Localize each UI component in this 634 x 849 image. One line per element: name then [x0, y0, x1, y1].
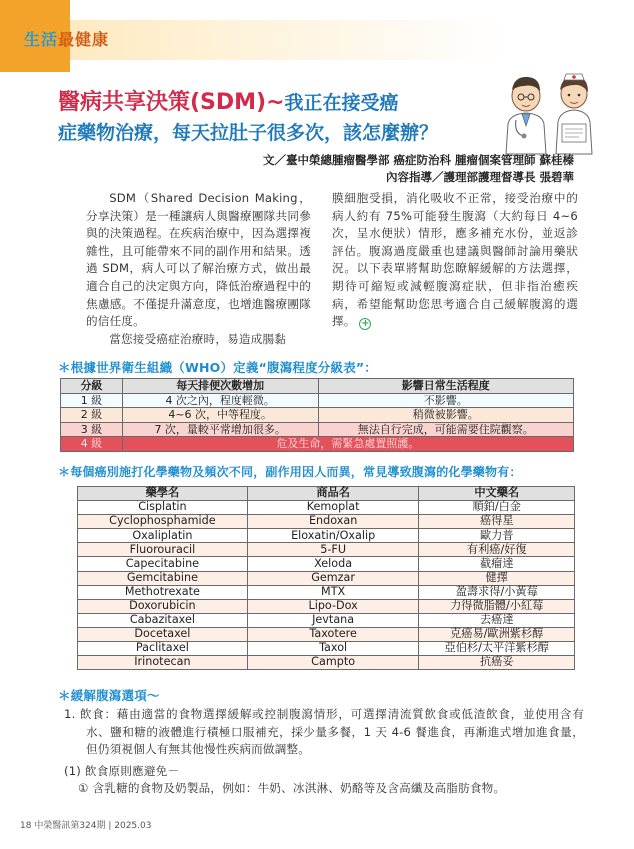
- body-column-right: [332, 190, 578, 331]
- drug-cell: 力得微脂體/小紅莓: [419, 599, 575, 613]
- drug-cell: Cyclophosphamide: [78, 515, 248, 529]
- drug-cell: MTX: [247, 585, 419, 599]
- drug-cell: Oxaliplatin: [78, 529, 248, 543]
- drug-cell: 盈壽求得/小黃莓: [419, 585, 575, 599]
- grade-header-cell: 影響日常生活程度: [318, 379, 574, 394]
- grade-section-heading: ＊根據世界衛生組織（WHO）定義“腹瀉程度分級表”：: [58, 360, 378, 375]
- drug-cell: Irinotecan: [78, 656, 248, 670]
- drug-row: [78, 599, 575, 613]
- options-body: [64, 706, 584, 798]
- grade-cell: 4 級: [61, 437, 123, 452]
- drug-cell: Lipo-Dox: [247, 599, 419, 613]
- doctor-nurse-illustration: [494, 64, 604, 156]
- option-sub-principle: (1) 飲食原則應避免－: [64, 763, 180, 778]
- drug-row: [78, 571, 575, 585]
- headline: [58, 88, 498, 148]
- section-title-prefix: 生活: [24, 30, 59, 49]
- drug-cell: Cisplatin: [78, 501, 248, 515]
- drug-cell: Cabazitaxel: [78, 613, 248, 627]
- drug-cell: 順鉑/白金: [419, 501, 575, 515]
- grade-cell: 危及生命，需緊急處置照護。: [122, 437, 573, 452]
- grade-table: [60, 378, 574, 452]
- drug-cell: Doxorubicin: [78, 599, 248, 613]
- grade-cell: 4~6 次，中等程度。: [122, 408, 318, 423]
- drug-row: [78, 613, 575, 627]
- headline-line-2: 症藥物治療，每天拉肚子很多次，該怎麼辦？: [58, 122, 439, 144]
- grade-cell: 4 次之內，程度輕微。: [122, 393, 318, 408]
- body-paragraph-3: [332, 190, 578, 331]
- grade-header-cell: 每天排便次數增加: [122, 379, 318, 394]
- drug-cell: Campto: [247, 656, 419, 670]
- drug-cell: Gemzar: [247, 571, 419, 585]
- drug-row: [78, 543, 575, 557]
- drug-cell: 癌得星: [419, 515, 575, 529]
- section-title-main: 最健康: [58, 30, 110, 49]
- grade-row: [61, 408, 574, 423]
- drug-cell: 克癌易/歐洲紫杉醇: [419, 627, 575, 641]
- option-sub-avoid: ① 含乳糖的食物及奶製品，例如：牛奶、冰淇淋、奶酪等及含高纖及高脂肪食物。: [78, 781, 506, 796]
- drug-header-cell: 藥學名: [78, 487, 248, 501]
- grade-cell: 不影響。: [318, 393, 574, 408]
- drug-section-heading: ＊每個癌別施打化學藥物及頻次不同，副作用因人而異，常見導致腹瀉的化學藥物有：: [58, 465, 522, 479]
- drug-row: [78, 515, 575, 529]
- drug-cell: Endoxan: [247, 515, 419, 529]
- options-heading: ＊緩解腹瀉選項～: [58, 688, 160, 703]
- grade-cell: 3 級: [61, 422, 123, 437]
- drug-cell: Docetaxel: [78, 627, 248, 641]
- drug-cell: 亞伯杉/太平洋紫杉醇: [419, 642, 575, 656]
- drug-cell: Gemcitabine: [78, 571, 248, 585]
- section-title: [24, 27, 109, 50]
- body-paragraph-3-text: 膜細胞受損，消化吸收不正常，接受治療中的病人約有 75%可能發生腹瀉（大約每日 4~6 次，呈水便狀）情形，應多補充水份，並返診評估。腹瀉過度嚴重也建議與醫師討論用藥狀況。以下表單將幫助您瞭解緩解的方法選擇，期待可縮短或減輕腹瀉症狀，但非指治癒疾病，希望能幫助您思考適合自己緩解腹瀉的選擇。: [332, 191, 578, 329]
- plus-circle-icon: +: [361, 318, 370, 330]
- drug-row: [78, 627, 575, 641]
- drug-cell: Paclitaxel: [78, 642, 248, 656]
- drug-cell: 抗癌妥: [419, 656, 575, 670]
- grade-table-header: [61, 379, 574, 394]
- drug-row: [78, 585, 575, 599]
- grade-cell: 稍微被影響。: [318, 408, 574, 423]
- drug-cell: Fluorouracil: [78, 543, 248, 557]
- grade-header-cell: 分級: [61, 379, 123, 394]
- drug-header-cell: 商品名: [247, 487, 419, 501]
- drug-cell: Methotrexate: [78, 585, 248, 599]
- drug-cell: Taxol: [247, 642, 419, 656]
- drug-table: [77, 486, 575, 670]
- drug-row: [78, 501, 575, 515]
- grade-row: [61, 393, 574, 408]
- drug-header-cell: 中文藥名: [419, 487, 575, 501]
- grade-cell: 7 次，量較平常增加很多。: [122, 422, 318, 437]
- headline-main: 醫病共享決策(SDM)~: [58, 90, 285, 115]
- grade-cell: 無法自行完成，可能需要住院觀察。: [318, 422, 574, 437]
- grade-row: [61, 422, 574, 437]
- drug-cell: Kemoplat: [247, 501, 419, 515]
- drug-cell: 歐力普: [419, 529, 575, 543]
- body-column-left: [86, 190, 311, 348]
- byline-advisor: 內容指導／護理部護理督導長 張碧華: [385, 170, 574, 184]
- drug-cell: 健擇: [419, 571, 575, 585]
- drug-row: [78, 642, 575, 656]
- page-footer: 18 中榮醫訊第324期 | 2025.03: [20, 821, 152, 831]
- drug-cell: 有利癌/好復: [419, 543, 575, 557]
- drug-table-header: [78, 487, 575, 501]
- grade-row: [61, 437, 574, 452]
- drug-row: [78, 656, 575, 670]
- drug-cell: Eloxatin/Oxalip: [247, 529, 419, 543]
- drug-row: [78, 529, 575, 543]
- option-item-diet: 1. 飲食：藉由適當的食物選擇緩解或控制腹瀉情形，可選擇清流質飲食或低渣飲食，並使用含有水、鹽和糖的液體進行積極口服補充，採少量多餐，1 天 4-6 餐進食，再漸進式增加進食量，但仍須視個人有無其他慢性疾病而做調整。: [64, 707, 584, 757]
- byline: [263, 152, 574, 186]
- grade-cell: 1 級: [61, 393, 123, 408]
- headline-line-1: [58, 88, 498, 118]
- headline-sub: 我正在接受癌: [284, 92, 399, 114]
- drug-cell: Taxotere: [247, 627, 419, 641]
- drug-cell: 去癌達: [419, 613, 575, 627]
- byline-author: 文／臺中榮總腫瘤醫學部 癌症防治科 腫瘤個案管理師 蘇桂榛: [262, 153, 574, 167]
- drug-row: [78, 557, 575, 571]
- drug-cell: 截瘤達: [419, 557, 575, 571]
- drug-cell: Capecitabine: [78, 557, 248, 571]
- drug-cell: Xeloda: [247, 557, 419, 571]
- body-paragraph-2: 當您接受癌症治療時，易造成腸黏: [109, 331, 287, 346]
- drug-cell: 5-FU: [247, 543, 419, 557]
- drug-cell: Jevtana: [247, 613, 419, 627]
- grade-cell: 2 級: [61, 408, 123, 423]
- body-paragraph-1: SDM（Shared Decision Making，分享決策）是一種讓病人與醫療團隊共同參與的決策過程。在疾病治療中，因為選擇複雜性，且可能帶來不同的副作用和結果。透過 SDM，病人可以了解治療方式，做出最適合自己的決定與方向，降低治療過程中的焦慮感。不僅提升滿意度，也增進醫療團隊的信任度。: [86, 191, 311, 329]
